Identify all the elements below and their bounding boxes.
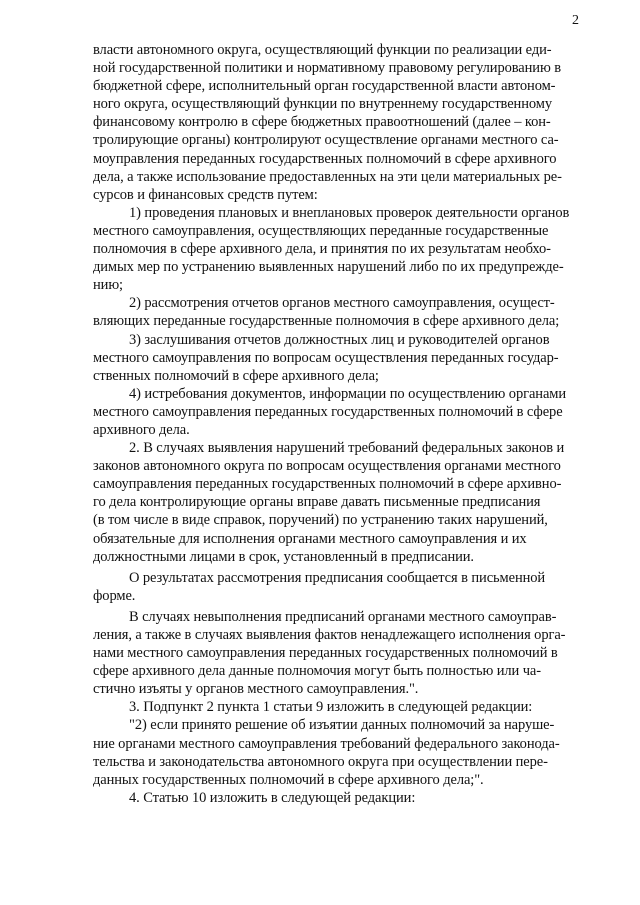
document-line: самоуправления переданных государственных полномочий в сфере архивно- [93, 476, 562, 493]
document-line: ного округа, осуществляющий функции по внутреннему государственному [93, 96, 552, 113]
document-line: ления, а также в случаях выявления фактов ненадлежащего исполнения орга- [93, 627, 566, 643]
document-line: "2) если принято решение об изъятии данных полномочий за наруше- [129, 717, 555, 734]
document-line: сурсов и финансовых средств путем: [93, 186, 318, 203]
document-line: законов автономного округа по вопросам осуществления органами местного [93, 458, 561, 475]
document-line: нами местного самоуправления переданных государственных полномочий в [93, 645, 558, 662]
document-line: полномочия в сфере архивного дела, и принятия по их результатам необхо- [93, 241, 551, 258]
document-line: тельства и законодательства автономного округа при осуществлении пере- [93, 753, 548, 770]
document-line: стично изъяты у органов местного самоуправления.". [93, 681, 419, 698]
document-line: бюджетной сфере, исполнительный орган государственной власти автоном- [93, 78, 556, 95]
document-line: (в том числе в виде справок, поручений) по устранению таких нарушений, [93, 512, 548, 529]
document-line: обязательные для исполнения органами местного самоуправления и их [93, 530, 527, 547]
document-line: вляющих переданные государственные полномочия в сфере архивного дела; [93, 313, 560, 330]
page-number: 2 [572, 13, 579, 28]
document-body [93, 41, 584, 807]
document-line: моуправления переданных государственных полномочий в сфере архивного [93, 150, 557, 167]
document-line: местного самоуправления переданных государственных полномочий в сфере [93, 403, 563, 420]
document-line: ние органами местного самоуправления требований федерального законода- [93, 735, 560, 752]
document-line: О результатах рассмотрения предписания сообщается в письменной [129, 569, 546, 586]
document-line: форме. [93, 587, 136, 604]
document-line: 3) заслушивания отчетов должностных лиц и руководителей органов [129, 331, 550, 348]
document-line: 2. В случаях выявления нарушений требований федеральных законов и [129, 440, 565, 457]
document-line: 4. Статью 10 изложить в следующей редакции: [129, 789, 416, 806]
document-line: го дела контролирующие органы вправе давать письменные предписания [93, 494, 541, 511]
document-line: архивного дела. [93, 421, 190, 438]
document-line: финансовому контролю в сфере бюджетных правоотношений (далее – кон- [93, 114, 551, 131]
document-line: должностными лицами в срок, установленный в предписании. [93, 548, 474, 565]
document-line: тролирующие органы) контролируют осуществление органами местного са- [93, 132, 559, 149]
document-line: 1) проведения плановых и внеплановых проверок деятельности органов [129, 204, 570, 221]
document-line: местного самоуправления, осуществляющих переданные государственные [93, 222, 549, 239]
document-line: В случаях невыполнения предписаний органами местного самоуправ- [129, 608, 557, 625]
document-line: димых мер по устранению выявленных нарушений либо по их предупрежде- [93, 259, 564, 276]
document-line: местного самоуправления по вопросам осуществления переданных государ- [93, 349, 559, 366]
document-line: сфере архивного дела данные полномочия могут быть полностью или ча- [93, 663, 541, 680]
document-line: 3. Подпункт 2 пункта 1 статьи 9 изложить в следующей редакции: [129, 699, 533, 716]
document-line: 2) рассмотрения отчетов органов местного самоуправления, осущест- [129, 295, 555, 312]
document-line: 4) истребования документов, информации по осуществлению органами [129, 385, 567, 402]
document-line: данных государственных полномочий в сфере архивного дела;". [93, 771, 484, 788]
document-line: власти автономного округа, осуществляющий функции по реализации еди- [93, 42, 552, 58]
document-line: ной государственной политики и нормативному правовому регулированию в [93, 60, 561, 77]
document-line: нию; [93, 277, 123, 294]
document-line: дела, а также использование предоставленных на эти цели материальных ре- [93, 168, 562, 185]
document-line: ственных полномочий в сфере архивного дела; [93, 367, 379, 384]
